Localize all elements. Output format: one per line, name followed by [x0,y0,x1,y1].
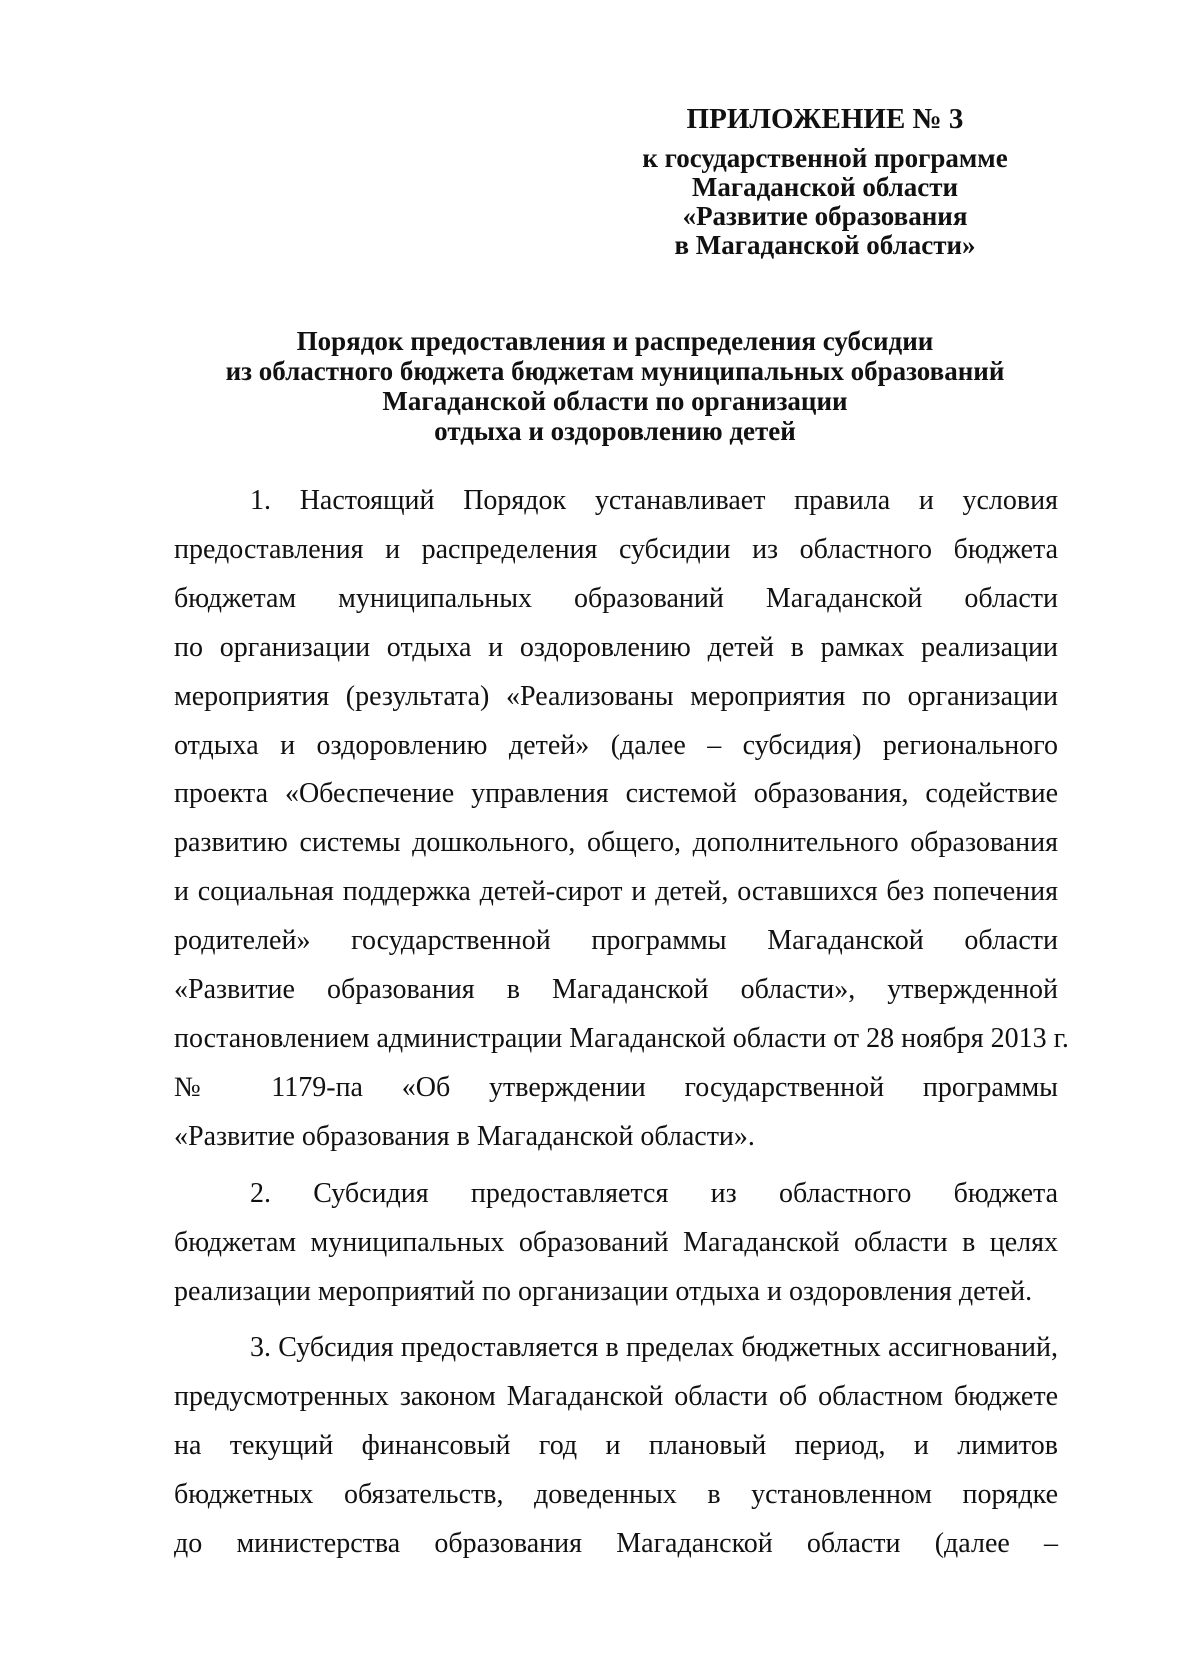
paragraph-line: № 1179-па «Об утверждении государственной программы [174,1071,1058,1103]
paragraph-line: развитию системы дошкольного, общего, дополнительного образования [174,827,1058,859]
paragraph-line: реализации мероприятий по организации отдыха и оздоровления детей. [174,1275,1033,1307]
paragraph-line: бюджетам муниципальных образований Магаданской области [174,582,1058,614]
paragraph-3 [174,1324,1058,1569]
paragraph-line: постановлением администрации Магаданской области от 28 ноября 2013 г. [174,1022,1069,1054]
paragraph-line: предусмотренных законом Магаданской области об областном бюджете [174,1381,1058,1413]
paragraph-2 [174,1170,1058,1317]
paragraph-line: до министерства образования Магаданской области (далее – [174,1528,1058,1560]
document-title-line: Магаданской области по организации [382,386,848,416]
paragraph-line: 1. Настоящий Порядок устанавливает правила и условия [250,485,1058,516]
annex-line: Магаданской области [691,172,959,202]
document-title-line: из областного бюджета бюджетам муниципальных образований [225,356,1005,386]
paragraph-gap [174,1316,1058,1324]
paragraph-line: проекта «Обеспечение управления системой образования, содействие [174,778,1058,810]
annex-line: к государственной программе [642,143,1008,173]
paragraph-gap [174,1162,1058,1170]
document-title-line: Порядок предоставления и распределения субсидии [296,326,934,356]
paragraph-line: 3. Субсидия предоставляется в пределах бюджетных ассигнований, [250,1332,1058,1364]
document-title-line: отдыха и оздоровлению детей [434,416,796,446]
document-title [170,326,1060,446]
paragraph-line: по организации отдыха и оздоровлению детей в рамках реализации [174,631,1058,663]
paragraph-line: «Развитие образования в Магаданской области». [174,1120,755,1152]
document-body [174,477,1069,1569]
paragraph-line: и социальная поддержка детей-сирот и детей, оставшихся без попечения [174,876,1058,908]
annex-header [600,100,1050,260]
paragraph-line: мероприятия (результата) «Реализованы мероприятия по организации [174,680,1058,712]
annex-line: «Развитие образования [682,201,968,231]
paragraph-1 [174,477,1069,1162]
paragraph-line: бюджетных обязательств, доведенных в установленном порядке [174,1479,1058,1511]
paragraph-line: «Развитие образования в Магаданской области», утвержденной [174,974,1058,1006]
paragraph-line: 2. Субсидия предоставляется из областного бюджета [250,1177,1058,1209]
annex-title: ПРИЛОЖЕНИЕ № 3 [686,103,964,135]
annex-line: в Магаданской области» [674,230,976,260]
paragraph-line: отдыха и оздоровлению детей» (далее – субсидия) регионального [174,729,1058,761]
paragraph-line: родителей» государственной программы Магаданской области [174,925,1058,957]
paragraph-line: бюджетам муниципальных образований Магаданской области в целях [174,1226,1058,1258]
paragraph-line: предоставления и распределения субсидии из областного бюджета [174,533,1058,565]
paragraph-line: на текущий финансовый год и плановый период, и лимитов [174,1430,1058,1462]
